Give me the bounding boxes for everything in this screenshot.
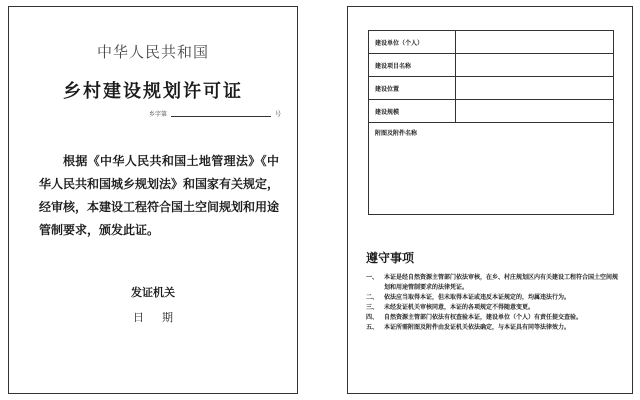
doc-number-blank	[171, 116, 271, 117]
certificate-body-text: 根据《中华人民共和国土地管理法》《中华人民共和国城乡规划法》和国家有关规定，经审核，本建设工程符合国土空间规划和用途管制要求，颁发此证。	[39, 154, 280, 237]
certificate-details-page	[347, 6, 633, 394]
title-country: 中华人民共和国	[96, 43, 209, 61]
certificate-cover-page	[8, 6, 298, 394]
list-item	[366, 303, 618, 313]
list-item	[366, 293, 618, 303]
list-item	[366, 273, 618, 293]
notice-number: 三、	[366, 304, 379, 311]
list-item	[366, 313, 618, 323]
project-info-table	[368, 30, 614, 215]
doc-number-prefix: 乡字第	[149, 111, 168, 118]
notice-text: 本证所需附图及附件由发证机关依法确定，与本证具有同等法律效力。	[384, 324, 571, 331]
doc-number-suffix: 号	[275, 111, 282, 118]
row-value-location	[456, 77, 614, 100]
notice-text: 依法应当取得本证，但未取得本证或违反本证规定的，均属违法行为。	[384, 294, 571, 301]
notice-number: 二、	[366, 294, 379, 301]
table-row	[369, 100, 614, 123]
notice-text: 本证是经自然资源主管部门依法审核，在乡、村庄规划区内有关建设工程符合国土空间规划和用途管制要求的法律凭证。	[384, 274, 619, 291]
table-row	[369, 123, 614, 215]
list-item	[366, 323, 618, 333]
attachments-label: 附图及附件名称	[369, 123, 614, 215]
table-row	[369, 77, 614, 100]
row-value-scale	[456, 100, 614, 123]
title-certificate-name: 乡村建设规划许可证	[63, 81, 243, 102]
row-label-location: 建设位置	[369, 77, 456, 100]
notice-title: 遵守事项	[366, 251, 415, 265]
row-value-builder	[456, 31, 614, 54]
notice-text: 未经发证机关审核同意，本证的各项规定不得随意变更。	[384, 304, 535, 311]
table-row	[369, 54, 614, 77]
notice-number: 五、	[366, 324, 379, 331]
issuer-label: 发证机关	[131, 286, 175, 299]
row-value-project-name	[456, 54, 614, 77]
date-label: 日期	[133, 311, 191, 324]
row-label-scale: 建设规模	[369, 100, 456, 123]
row-label-builder: 建设单位（个人）	[369, 31, 456, 54]
row-label-project-name: 建设项目名称	[369, 54, 456, 77]
table-row	[369, 31, 614, 54]
notice-text: 自然资源主管部门依法有权查验本证，建设单位（个人）有责任提交查验。	[384, 314, 583, 321]
notice-list	[366, 273, 618, 333]
notice-number: 四、	[366, 314, 379, 321]
notice-number: 一、	[366, 274, 379, 281]
